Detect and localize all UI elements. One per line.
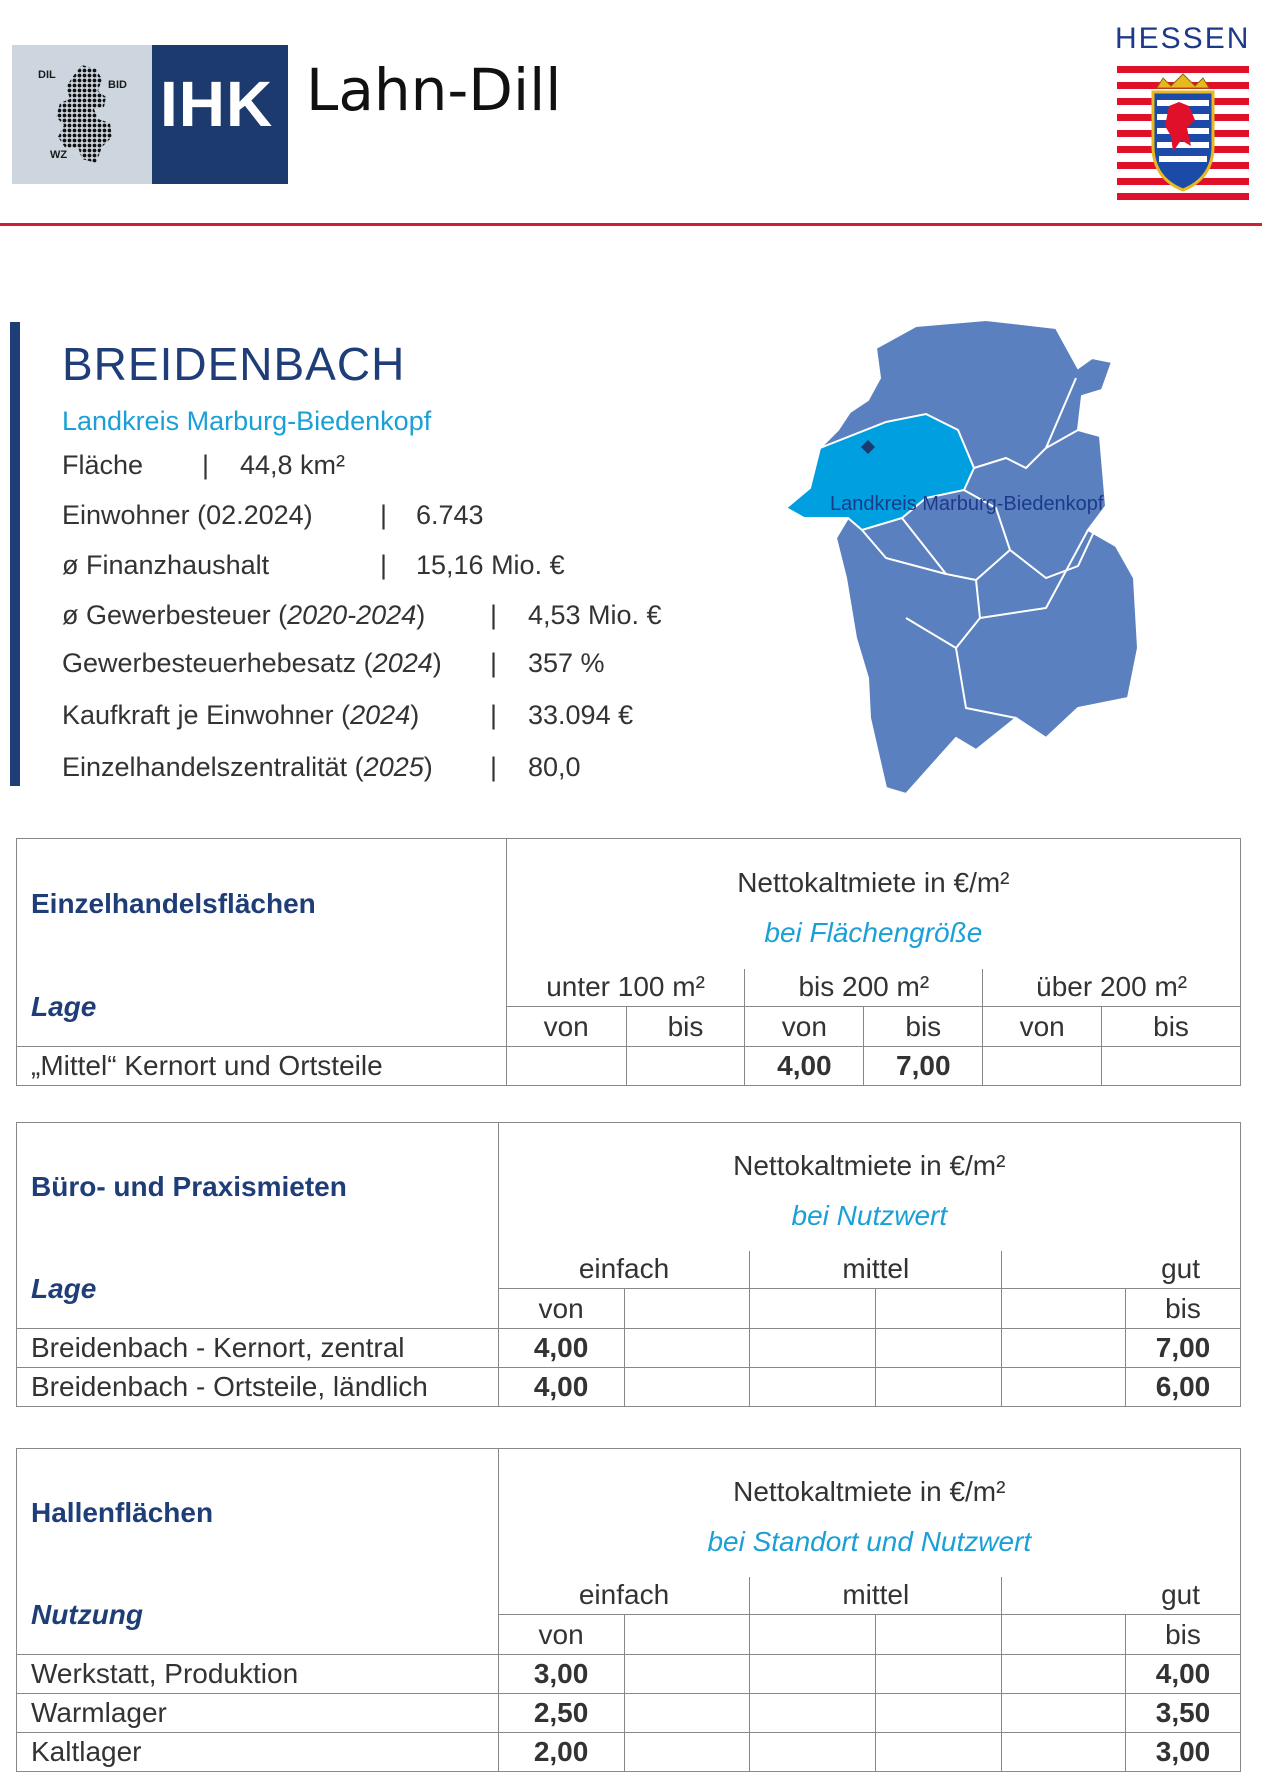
col-bis: bis	[1126, 1289, 1241, 1329]
stat-separator: |	[490, 700, 498, 730]
rent-cell	[1002, 1694, 1126, 1733]
logo-region-panel	[12, 45, 152, 184]
rent-cell	[750, 1329, 876, 1368]
rent-cell: 3,00	[498, 1655, 624, 1694]
stat-row	[62, 600, 662, 631]
rent-cell: 7,00	[1126, 1329, 1241, 1368]
table-heading	[506, 839, 1240, 969]
heading-basis-label: bei Nutzwert	[791, 1199, 948, 1231]
table-row	[17, 1733, 1241, 1772]
col-empty	[876, 1615, 1002, 1655]
stat-separator: |	[490, 752, 498, 782]
stat-value: 15,16 Mio. €	[416, 550, 565, 580]
state-label: HESSEN	[1115, 22, 1251, 55]
stat-separator: |	[380, 500, 388, 530]
rent-cell: 6,00	[1126, 1368, 1241, 1407]
row-label: Breidenbach - Kernort, zentral	[17, 1329, 499, 1368]
rent-cell	[1002, 1655, 1126, 1694]
rent-cell: 2,50	[498, 1694, 624, 1733]
stat-row	[62, 752, 581, 783]
rent-cell: 4,00	[498, 1329, 624, 1368]
logo-ihk-panel	[152, 45, 288, 184]
col-bis: bis	[864, 1007, 983, 1047]
logo-code-dil: DIL	[38, 69, 56, 81]
col-von: von	[498, 1289, 624, 1329]
table-row	[17, 1329, 1241, 1368]
rent-cell	[624, 1655, 750, 1694]
stat-row	[62, 700, 634, 731]
rent-cell: 3,00	[1126, 1733, 1241, 1772]
stat-label-close: )	[432, 648, 442, 678]
stat-label-period: 2020-2024	[287, 600, 417, 630]
stat-row	[62, 648, 605, 679]
rent-cell	[1102, 1047, 1241, 1086]
rent-cell	[750, 1733, 876, 1772]
accent-bar	[10, 322, 20, 786]
table-title: Hallenflächen	[17, 1449, 499, 1577]
col-bis: bis	[1102, 1007, 1241, 1047]
group-header: bis 200 m²	[745, 969, 983, 1007]
retail-rent-table	[16, 838, 1241, 1086]
group-header: gut	[1002, 1251, 1241, 1289]
heading-basis-label: bei Flächengröße	[764, 916, 983, 948]
stat-label-period: 2025	[363, 752, 424, 782]
group-header: mittel	[750, 1577, 1002, 1615]
row-header: Lage	[17, 969, 507, 1047]
stat-value: 6.743	[416, 500, 484, 530]
rent-cell	[876, 1368, 1002, 1407]
group-header: mittel	[750, 1251, 1002, 1289]
row-label: Warmlager	[17, 1694, 499, 1733]
stat-label-period: 2024	[350, 700, 411, 730]
rent-cell: 4,00	[498, 1368, 624, 1407]
rent-cell	[750, 1655, 876, 1694]
stat-value: 44,8 km²	[240, 450, 346, 480]
rent-cell	[626, 1047, 745, 1086]
stat-separator: |	[202, 450, 210, 480]
header-divider	[0, 223, 1262, 226]
rent-cell	[876, 1694, 1002, 1733]
row-label: Kaltlager	[17, 1733, 499, 1772]
logo-code-wz: WZ	[50, 149, 68, 161]
rent-cell	[1002, 1329, 1126, 1368]
stat-label-close: )	[423, 752, 433, 782]
stat-row	[62, 550, 565, 581]
district-name: Landkreis Marburg-Biedenkopf	[62, 406, 432, 436]
rent-cell: 4,00	[1126, 1655, 1241, 1694]
col-von: von	[983, 1007, 1102, 1047]
map-district-outline	[786, 320, 1138, 794]
rent-cell: 2,00	[498, 1733, 624, 1772]
col-empty	[624, 1289, 750, 1329]
col-von: von	[506, 1007, 626, 1047]
stat-separator: |	[380, 550, 388, 580]
hessen-coat-of-arms-icon	[1117, 66, 1249, 200]
office-rent-table	[16, 1122, 1241, 1407]
row-label: Breidenbach - Ortsteile, ländlich	[17, 1368, 499, 1407]
stat-value: 33.094 €	[528, 700, 634, 730]
rent-cell	[624, 1733, 750, 1772]
group-header: unter 100 m²	[506, 969, 745, 1007]
table-title: Einzelhandelsflächen	[17, 839, 507, 969]
group-header: gut	[1002, 1577, 1241, 1615]
stat-label: Kaufkraft je Einwohner (	[62, 700, 351, 730]
col-empty	[1002, 1289, 1126, 1329]
group-header: einfach	[498, 1577, 750, 1615]
stat-label-close: )	[416, 600, 426, 630]
logo-code-bid: BID	[108, 79, 127, 91]
table-row	[17, 1368, 1241, 1407]
col-von: von	[498, 1615, 624, 1655]
col-empty	[750, 1615, 876, 1655]
map-label: Landkreis Marburg-Biedenkopf	[830, 493, 1104, 515]
stat-row	[62, 450, 346, 481]
table-heading	[498, 1123, 1240, 1251]
rent-cell	[876, 1733, 1002, 1772]
table-row	[17, 1655, 1241, 1694]
hall-rent-table	[16, 1448, 1241, 1772]
stat-label: Gewerbesteuerhebesatz (	[62, 648, 373, 678]
rent-cell: 4,00	[745, 1047, 864, 1086]
stat-label: ø Gewerbesteuer (	[62, 600, 288, 630]
rent-cell	[624, 1694, 750, 1733]
rent-cell	[1002, 1733, 1126, 1772]
rent-cell	[876, 1329, 1002, 1368]
rent-cell	[750, 1694, 876, 1733]
heading-rent-label: Nettokaltmiete in €/m²	[737, 866, 1010, 898]
group-header: über 200 m²	[983, 969, 1241, 1007]
stat-value: 357 %	[528, 648, 605, 678]
ihk-logo	[12, 45, 288, 184]
row-label: „Mittel“ Kernort und Ortsteile	[17, 1047, 507, 1086]
col-empty	[750, 1289, 876, 1329]
rent-cell	[624, 1368, 750, 1407]
stat-label: Einwohner (02.2024)	[62, 500, 313, 530]
page-title: BREIDENBACH	[62, 338, 406, 390]
stat-value: 4,53 Mio. €	[528, 600, 662, 630]
col-empty	[624, 1615, 750, 1655]
stat-label-period: 2024	[372, 648, 433, 678]
rent-cell	[506, 1047, 626, 1086]
col-empty	[876, 1289, 1002, 1329]
logo-ihk-text: IHK	[160, 68, 274, 140]
rent-cell	[983, 1047, 1102, 1086]
heading-rent-label: Nettokaltmiete in €/m²	[733, 1475, 1006, 1507]
group-header: einfach	[498, 1251, 750, 1289]
row-header: Nutzung	[17, 1577, 499, 1655]
district-map	[786, 318, 1178, 794]
col-von: von	[745, 1007, 864, 1047]
logo-region-map-icon	[52, 63, 114, 167]
stat-label-close: )	[410, 700, 420, 730]
col-bis: bis	[626, 1007, 745, 1047]
stat-separator: |	[490, 648, 498, 678]
table-title: Büro- und Praxismieten	[17, 1123, 499, 1251]
stat-row	[62, 500, 484, 531]
rent-cell	[624, 1329, 750, 1368]
row-label: Werkstatt, Produktion	[17, 1655, 499, 1694]
stat-label: Einzelhandelszentralität (	[62, 752, 364, 782]
rent-cell	[750, 1368, 876, 1407]
table-heading	[498, 1449, 1240, 1577]
rent-cell: 3,50	[1126, 1694, 1241, 1733]
stat-value: 80,0	[528, 752, 581, 782]
table-row	[17, 1694, 1241, 1733]
col-empty	[1002, 1615, 1126, 1655]
col-bis: bis	[1126, 1615, 1241, 1655]
stat-separator: |	[490, 600, 498, 630]
heading-rent-label: Nettokaltmiete in €/m²	[733, 1149, 1006, 1181]
heading-basis-label: bei Standort und Nutzwert	[707, 1525, 1032, 1557]
row-header: Lage	[17, 1251, 499, 1329]
chamber-name: Lahn-Dill	[306, 56, 562, 124]
table-row	[17, 1047, 1241, 1086]
stat-label: ø Finanzhaushalt	[62, 550, 270, 580]
rent-cell: 7,00	[864, 1047, 983, 1086]
rent-cell	[876, 1655, 1002, 1694]
stat-label: Fläche	[62, 450, 144, 480]
rent-cell	[1002, 1368, 1126, 1407]
